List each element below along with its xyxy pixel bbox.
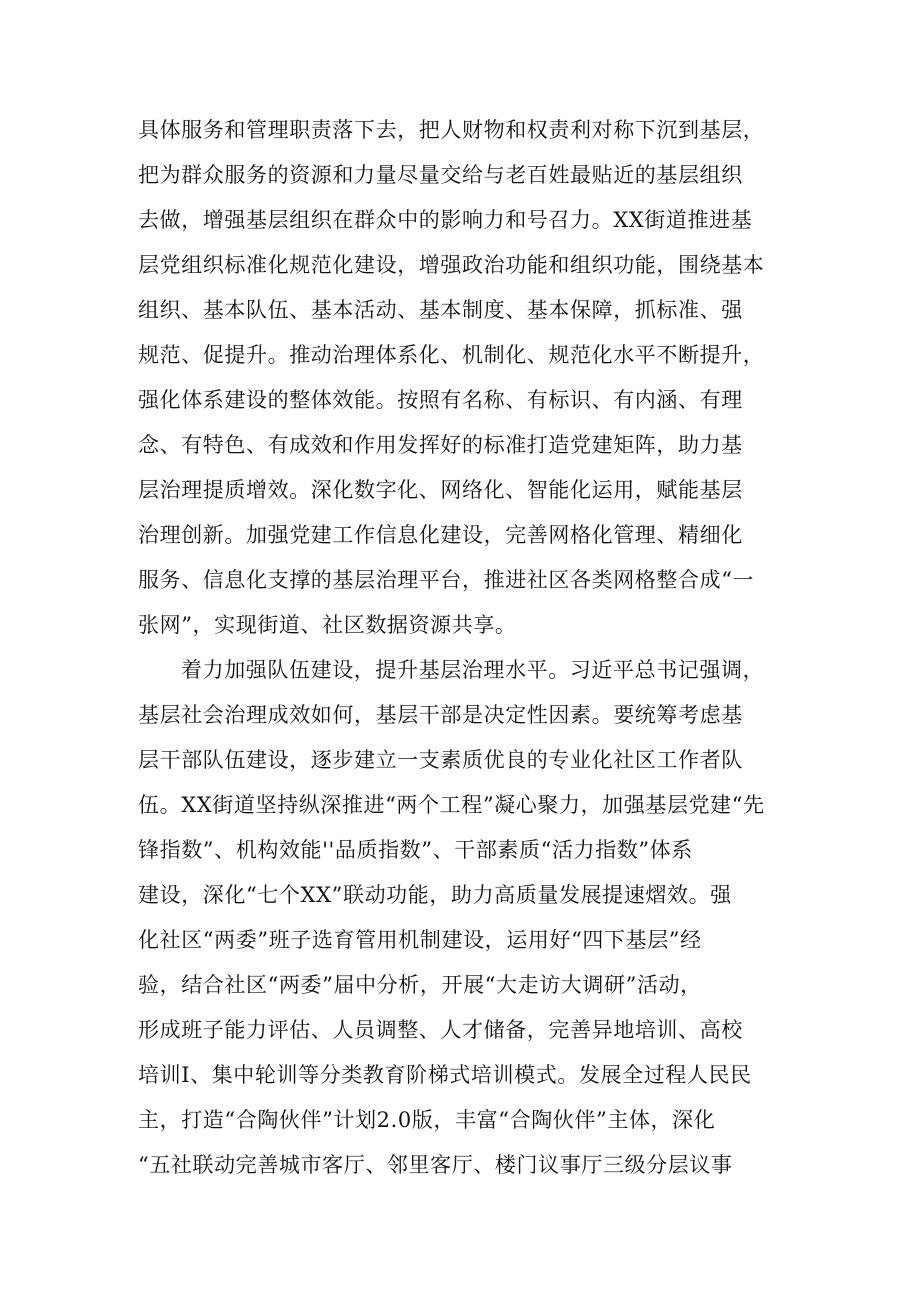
paragraph-2 bbox=[138, 648, 798, 1188]
text-line: 具体服务和管理职责落下去，把人财物和权责利对称下沉到基层， bbox=[138, 118, 765, 142]
text-line: 强化体系建设的整体效能。按照有名称、有标识、有内涵、有理 bbox=[138, 388, 743, 412]
text-line: 锋指数”、机构效能''品质指数”、干部素质“活力指数”体系 bbox=[138, 838, 693, 862]
text-line: 层干部队伍建设，逐步建立一支素质优良的专业化社区工作者队 bbox=[138, 748, 743, 772]
text-line: 形成班子能力评估、人员调整、人才储备，完善异地培训、高校 bbox=[138, 1018, 743, 1042]
text-line: 把为群众服务的资源和力量尽量交给与老百姓最贴近的基层组织 bbox=[138, 163, 743, 187]
text-line: 建设，深化“七个XX”联动功能，助力高质量发展提速熠效。强 bbox=[138, 883, 732, 907]
text-line: 层治理提质增效。深化数字化、网络化、智能化运用，赋能基层 bbox=[138, 478, 743, 502]
text-line: “五社联动完善城市客厅、邻里客厅、楼门议事厅三级分层议事 bbox=[138, 1153, 733, 1177]
text-line: 规范、促提升。推动治理体系化、机制化、规范化水平不断提升， bbox=[138, 343, 765, 367]
text-line: 服务、信息化支撑的基层治理平台，推进社区各类网格整合成“一 bbox=[138, 568, 755, 592]
text-line: 张网”，实现街道、社区数据资源共享。 bbox=[138, 613, 517, 637]
text-line: 组织、基本队伍、基本活动、基本制度、基本保障，抓标准、强 bbox=[138, 298, 743, 322]
document-body bbox=[138, 108, 798, 1188]
text-line: 验，结合社区“两委”届中分析，开展“大走访大调研”活动， bbox=[138, 973, 702, 997]
text-line: 治理创新。加强党建工作信息化建设，完善网格化管理、精细化 bbox=[138, 523, 743, 547]
text-line: 化社区“两委”班子选育管用机制建设，运用好“四下基层”经 bbox=[138, 928, 702, 952]
text-line: 念、有特色、有成效和作用发挥好的标准打造党建矩阵，助力基 bbox=[138, 433, 743, 457]
text-line: 基层社会治理成效如何，基层干部是决定性因素。要统筹考虑基 bbox=[138, 703, 743, 727]
text-line: 培训I、集中轮训等分类教育阶梯式培训模式。发展全过程人民民 bbox=[138, 1063, 752, 1087]
paragraph-1 bbox=[138, 108, 798, 648]
text-line: 层党组织标准化规范化建设，增强政治功能和组织功能，围绕基本 bbox=[138, 253, 765, 277]
text-line-first: 着力加强队伍建设，提升基层治理水平。习近平总书记强调， bbox=[181, 658, 765, 682]
text-line: 伍。XX街道坚持纵深推进“两个工程”凝心聚力，加强基层党建“先 bbox=[138, 793, 765, 817]
text-line: 去做，增强基层组织在群众中的影响力和号召力。XX街道推进基 bbox=[138, 208, 753, 232]
text-line: 主，打造“合陶伙伴”计划2.0版，丰富“合陶伙伴”主体，深化 bbox=[138, 1108, 716, 1132]
